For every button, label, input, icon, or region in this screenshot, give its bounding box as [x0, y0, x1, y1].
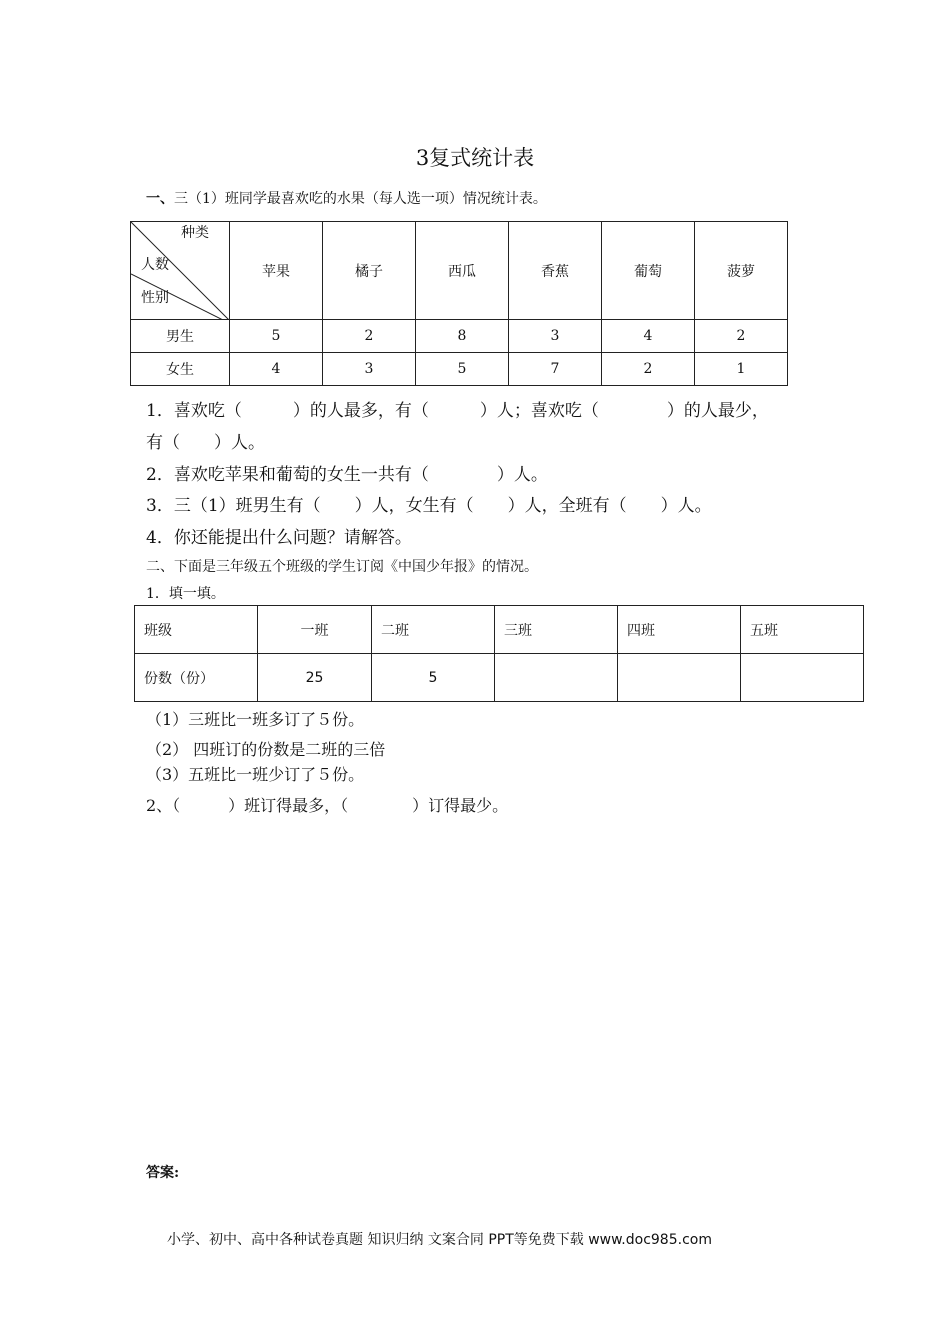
table-cell: 5: [372, 654, 495, 702]
section1-heading-text: 三（1）班同学最喜欢吃的水果（每人选一项）情况统计表。: [174, 191, 547, 207]
table-cell: 4: [230, 353, 323, 386]
table-cell: 25: [258, 654, 372, 702]
fruit-header: 苹果: [230, 222, 323, 320]
table-cell: [741, 654, 864, 702]
fruit-header: 菠萝: [695, 222, 788, 320]
table-cell: 2: [602, 353, 695, 386]
table-cell: [618, 654, 741, 702]
table-header: 五班: [741, 606, 864, 654]
table-cell: 3: [323, 353, 416, 386]
table-cell: 5: [416, 353, 509, 386]
row-label: 份数（份）: [135, 654, 258, 702]
section2-heading: 二、下面是三年级五个班级的学生订阅《中国少年报》的情况。: [146, 559, 538, 575]
table-header: 班级: [135, 606, 258, 654]
table-row: [135, 606, 864, 654]
fruit-table: [130, 221, 788, 386]
page-title: 3复式统计表: [415, 146, 535, 170]
section1-prefix: 一、: [146, 191, 174, 207]
table-cell: [495, 654, 618, 702]
question-2: 2．喜欢吃苹果和葡萄的女生一共有（ ）人。: [146, 465, 548, 485]
table-cell: 5: [230, 320, 323, 353]
note-1: （1）三班比一班多订了５份。: [146, 710, 365, 729]
table-corner: [131, 222, 230, 320]
note-2: （2） 四班订的份数是二班的三倍: [146, 740, 386, 759]
question-1b: 有（ ）人。: [146, 433, 265, 453]
question-4: 4．你还能提出什么问题？请解答。: [146, 528, 412, 548]
table-cell: 4: [602, 320, 695, 353]
fruit-header: 香蕉: [509, 222, 602, 320]
table-cell: 7: [509, 353, 602, 386]
fruit-header: 葡萄: [602, 222, 695, 320]
section2-sub: 1．填一填。: [146, 586, 225, 602]
question-1a: 1．喜欢吃（ ）的人最多，有（ ）人；喜欢吃（ ）的人最少，: [146, 401, 769, 421]
section1-heading: [146, 188, 547, 208]
table-cell: 2: [695, 320, 788, 353]
table-cell: 2: [323, 320, 416, 353]
table-header: 三班: [495, 606, 618, 654]
answer-label: 答案:: [146, 1165, 180, 1181]
row-label: 男生: [131, 320, 230, 353]
table-row: [131, 320, 788, 353]
fruit-header: 西瓜: [416, 222, 509, 320]
table-row: [131, 353, 788, 386]
fruit-header: 橘子: [323, 222, 416, 320]
corner-bottom: 性别: [141, 290, 169, 306]
table-cell: 1: [695, 353, 788, 386]
footer-text: 小学、初中、高中各种试卷真题 知识归纳 文案合同 PPT等免费下载 www.doc985.com: [167, 1232, 712, 1248]
note-3: （3）五班比一班少订了５份。: [146, 765, 365, 784]
row-label: 女生: [131, 353, 230, 386]
table-cell: 3: [509, 320, 602, 353]
section2-question-2: 2、（ ）班订得最多，（ ）订得最少。: [146, 796, 509, 815]
question-3: 3．三（1）班男生有（ ）人，女生有（ ）人，全班有（ ）人。: [146, 496, 712, 516]
table-header: 四班: [618, 606, 741, 654]
table-header: 二班: [372, 606, 495, 654]
corner-middle: 人数: [141, 257, 169, 273]
table-row: [135, 654, 864, 702]
corner-top: 种类: [181, 225, 209, 241]
newspaper-table: [134, 605, 864, 702]
table-header: 一班: [258, 606, 372, 654]
table-cell: 8: [416, 320, 509, 353]
